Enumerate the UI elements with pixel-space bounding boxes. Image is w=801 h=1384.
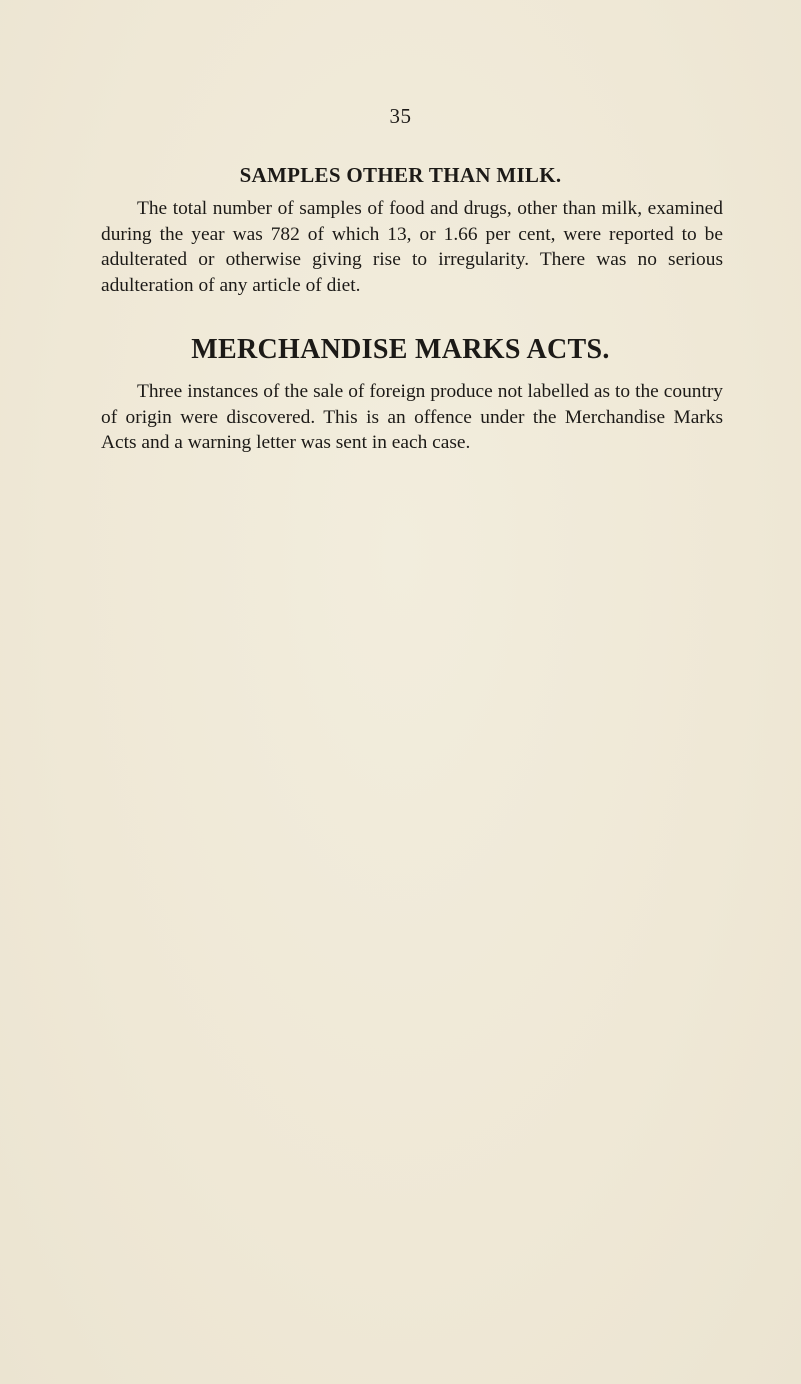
- section-paragraph-samples: The total number of samples of food and drugs, other than milk, examined during the year was 782 of which 13, or 1.66 per cent, were reported to be adulterated or otherwise giving rise to irregularity. There was no serious adulteration of any article of diet.: [101, 198, 723, 296]
- section-paragraph-merchandise: Three instances of the sale of foreign produce not labelled as to the country of origin were discovered. This is an offence under the Merchandise Marks Acts and a warning letter was sent in each case.: [101, 381, 723, 454]
- section-heading-merchandise: MERCHANDISE MARKS ACTS.: [191, 334, 610, 365]
- page-number: 35: [389, 104, 412, 128]
- section-heading-samples: SAMPLES OTHER THAN MILK.: [239, 163, 562, 187]
